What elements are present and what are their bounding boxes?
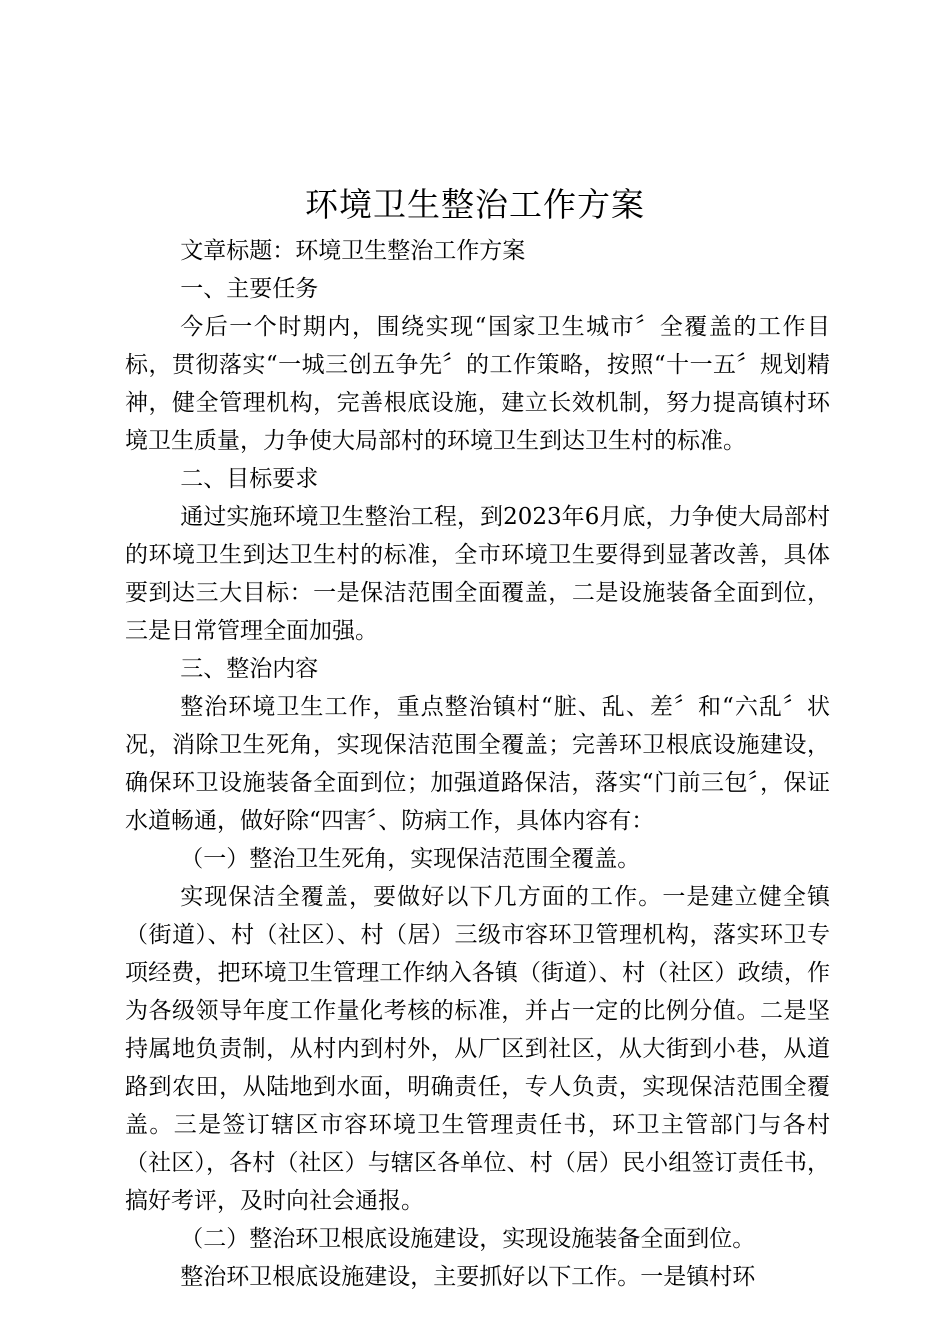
document-body (125, 232, 830, 1296)
section-heading: 一、主要任务 (180, 276, 319, 302)
body-paragraph: 通过实施环境卫生整治工程，到2023年6月底，力争使大局部村的环境卫生到达卫生村的标准，全市环境卫生要得到显著改善，具体要到达三大目标：一是保洁范围全面覆盖，二是设施装备全面到位，三是日常管理全面加强。 (125, 504, 830, 644)
document-title: 环境卫生整治工作方案 (305, 185, 645, 224)
subsection-heading: （二）整治环卫根底设施建设，实现设施装备全面到位。 (180, 1226, 756, 1252)
section-heading: 三、整治内容 (180, 656, 319, 682)
body-paragraph: 实现保洁全覆盖，要做好以下几方面的工作。一是建立健全镇（街道）、村（社区）、村（居）三级市容环卫管理机构，落实环卫专项经费，把环境卫生管理工作纳入各镇（街道）、村（社区）政绩，作为各级领导年度工作量化考核的标准，并占一定的比例分值。二是坚持属地负责制，从村内到村外，从厂区到社区，从大街到小巷，从道路到农田，从陆地到水面，明确责任，专人负责，实现保洁范围全覆盖。三是签订辖区市容环境卫生管理责任书，环卫主管部门与各村（社区），各村（社区）与辖区各单位、村（居）民小组签订责任书，搞好考评，及时向社会通报。 (125, 884, 830, 1214)
section-heading: 二、目标要求 (180, 466, 319, 492)
article-title-line: 文章标题：环境卫生整治工作方案 (180, 238, 526, 264)
body-paragraph: 今后一个时期内，围绕实现“国家卫生城市〞全覆盖的工作目标，贯彻落实“一城三创五争先〞的工作策略，按照“十一五〞规划精神，健全管理机构，完善根底设施，建立长效机制，努力提高镇村环境卫生质量，力争使大局部村的环境卫生到达卫生村的标准。 (125, 314, 830, 454)
body-paragraph: 整治环卫根底设施建设，主要抓好以下工作。一是镇村环 (180, 1264, 756, 1290)
subsection-heading: （一）整治卫生死角，实现保洁范围全覆盖。 (180, 846, 641, 872)
body-paragraph: 整治环境卫生工作，重点整治镇村“脏、乱、差〞和“六乱〞状况，消除卫生死角，实现保洁范围全覆盖；完善环卫根底设施建设，确保环卫设施装备全面到位；加强道路保洁，落实“门前三包〞，保证水道畅通，做好除“四害〞、防病工作，具体内容有： (125, 694, 830, 834)
